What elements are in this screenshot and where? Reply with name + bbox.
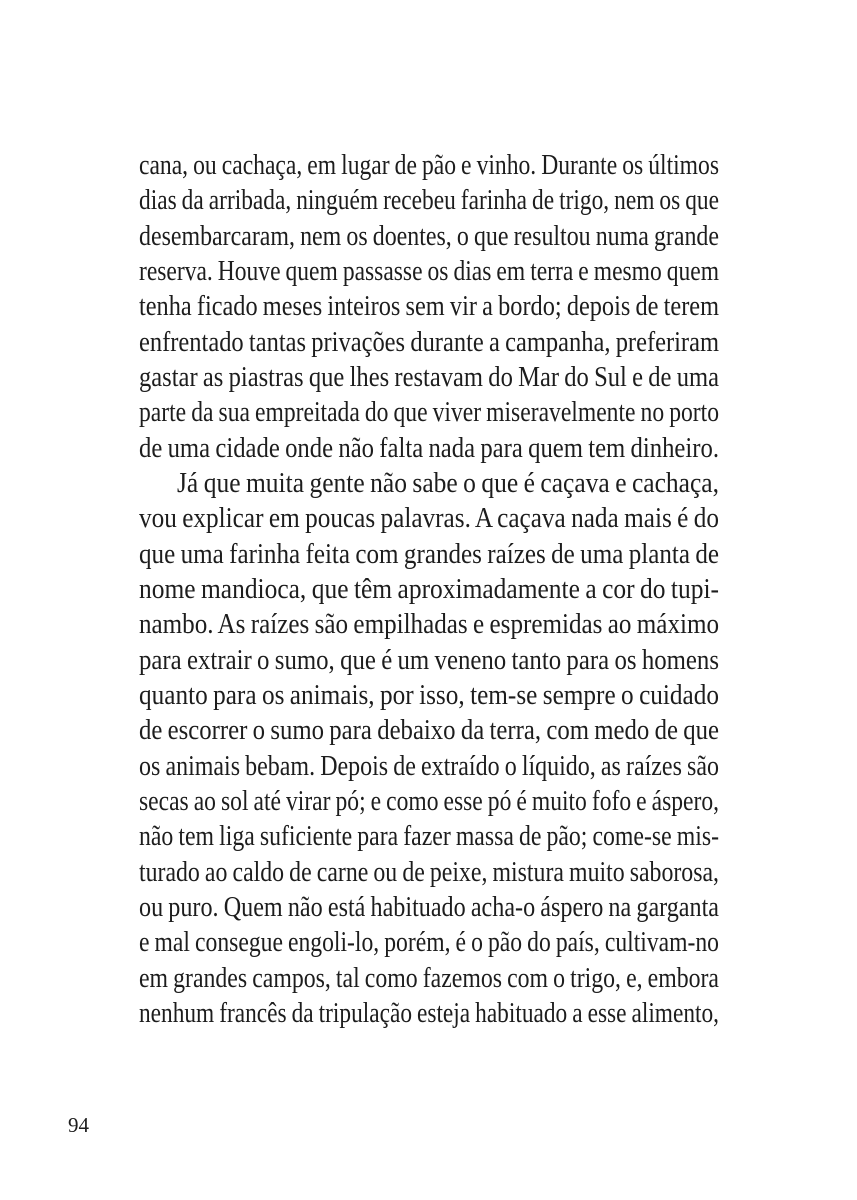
text-line: secas ao sol até virar pó; e como esse pó é muito fofo e áspero, <box>139 785 719 817</box>
text-line: de uma cidade onde não falta nada para quem tem dinheiro. <box>139 432 719 464</box>
text-line: Já que muita gente não sabe o que é caçava e cachaça, <box>177 467 719 499</box>
text-line: nome mandioca, que têm aproximadamente a cor do tupi- <box>139 573 719 605</box>
text-line: quanto para os animais, por isso, tem-se sempre o cuidado <box>139 679 719 711</box>
text-line: vou explicar em poucas palavras. A caçava nada mais é do <box>139 503 719 535</box>
text-line: não tem liga suficiente para fazer massa de pão; come-se mis- <box>139 821 719 853</box>
text-line: cana, ou cachaça, em lugar de pão e vinho. Durante os últimos <box>139 150 719 181</box>
text-line: em grandes campos, tal como fazemos com o trigo, e, embora <box>139 962 719 994</box>
text-line: tenha ficado meses inteiros sem vir a bordo; depois de terem <box>139 291 719 323</box>
text-line: de escorrer o sumo para debaixo da terra, com medo de que <box>139 715 719 747</box>
text-line: dias da arribada, ninguém recebeu farinha de trigo, nem os que <box>139 185 719 217</box>
text-line: parte da sua empreitada do que viver miseravelmente no porto <box>139 397 719 429</box>
text-line: nambo. As raízes são empilhadas e espremidas ao máximo <box>139 609 719 641</box>
text-line: e mal consegue engoli-lo, porém, é o pão do país, cultivam-no <box>139 927 719 959</box>
text-line: que uma farinha feita com grandes raízes de uma planta de <box>139 538 719 570</box>
page-text <box>139 148 719 1031</box>
text-line: para extrair o sumo, que é um veneno tanto para os homens <box>139 644 719 676</box>
text-line: reserva. Houve quem passasse os dias em terra e mesmo quem <box>139 255 719 287</box>
text-line: gastar as piastras que lhes restavam do Mar do Sul e de uma <box>139 361 719 393</box>
text-line: desembarcaram, nem os doentes, o que resultou numa grande <box>139 220 719 252</box>
text-line: turado ao caldo de carne ou de peixe, mistura muito saborosa, <box>139 856 719 888</box>
text-line: enfrentado tantas privações durante a campanha, preferiram <box>139 326 719 358</box>
text-line: nenhum francês da tripulação esteja habituado a esse alimento, <box>139 997 719 1029</box>
text-line: ou puro. Quem não está habituado acha-o áspero na garganta <box>139 891 719 923</box>
text-line: os animais bebam. Depois de extraído o líquido, as raízes são <box>139 750 719 782</box>
page-number: 94 <box>68 1113 89 1137</box>
